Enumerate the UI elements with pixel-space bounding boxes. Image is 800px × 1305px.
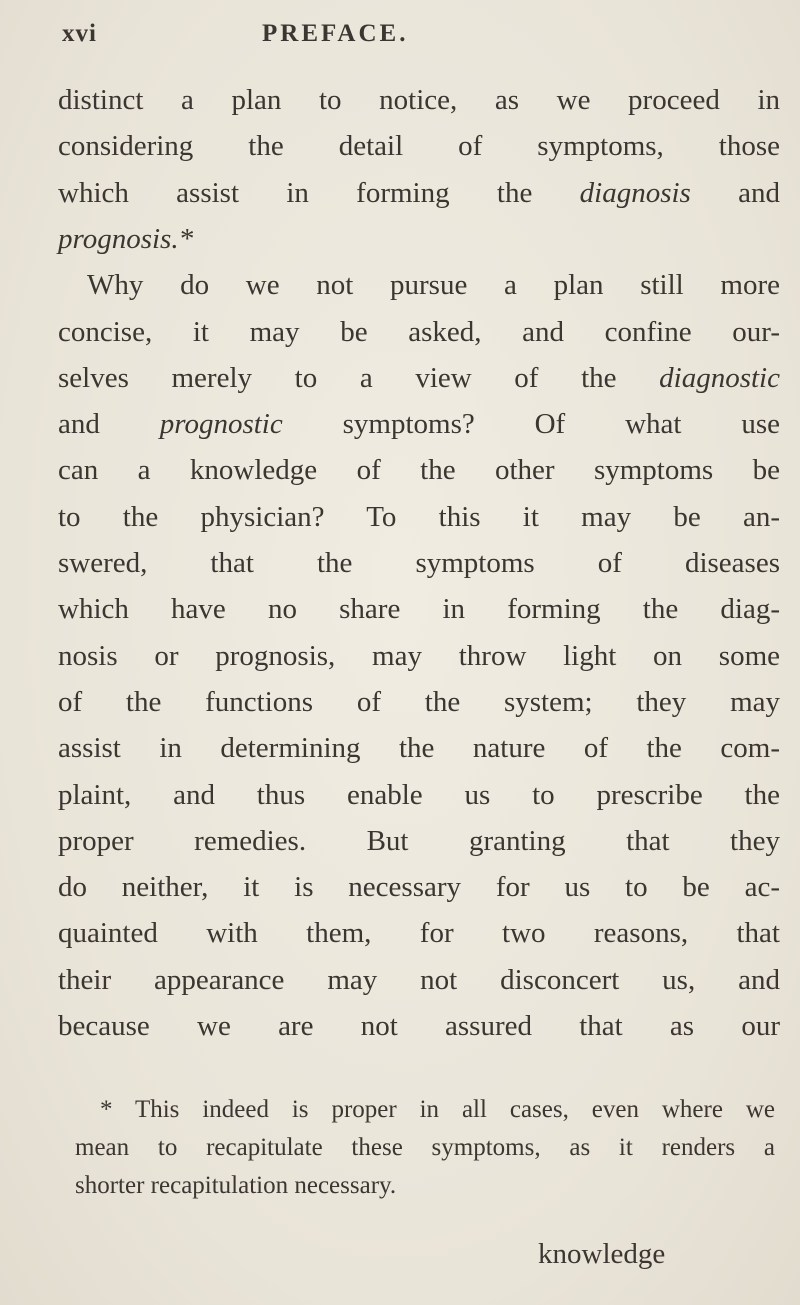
text-line (58, 684, 780, 720)
text-line (58, 314, 780, 350)
text-run: because we are not assured that as our (58, 1010, 780, 1042)
text-line (58, 360, 780, 396)
text-run: plaint, and thus enable us to prescribe the (58, 778, 780, 811)
text-line (58, 82, 780, 118)
text-line (58, 128, 780, 164)
text-line (58, 777, 780, 813)
footnote-line: mean to recapitulate these symptoms, as it renders a (75, 1134, 775, 1161)
text-line (58, 175, 780, 211)
text-run: distinct a plan to notice, as we proceed in (58, 84, 780, 116)
text-run: can a knowledge of the other symptoms be (58, 454, 780, 487)
page-number: xvi (62, 20, 97, 47)
text-run: their appearance may not disconcert us, and (58, 963, 780, 996)
text-run: and (58, 408, 160, 441)
italic-text: diagnostic (659, 361, 780, 394)
text-line (58, 638, 780, 674)
text-run: selves merely to a view of the (58, 361, 660, 394)
text-run: Why do we not pursue a plan still more (58, 269, 780, 302)
text-line (58, 545, 780, 581)
text-run: quainted with them, for two reasons, that (58, 917, 780, 950)
text-run: considering the detail of symptoms, those (58, 130, 780, 163)
text-run: swered, that the symptoms of diseases (58, 547, 780, 579)
text-line (58, 730, 780, 766)
text-run: proper remedies. But granting that they (58, 824, 780, 857)
text-line (58, 221, 780, 257)
text-line (58, 823, 780, 859)
footnote-line: * This indeed is proper in all cases, even where we (75, 1096, 775, 1123)
text-run: concise, it may be asked, and confine our- (58, 315, 780, 348)
footnote-line: shorter recapitulation necessary. (75, 1172, 397, 1199)
text-run: which have no share in forming the diag- (58, 593, 780, 626)
text-line (58, 499, 780, 535)
text-run: nosis or prognosis, may throw light on some (58, 639, 780, 672)
text-run: to the physician? To this it may be an- (58, 500, 780, 533)
text-run: symptoms? Of what use (282, 408, 780, 441)
text-run: which assist in forming the (58, 176, 580, 209)
running-head: PREFACE. (262, 20, 409, 47)
text-line (58, 452, 780, 488)
italic-text: prognosis.* (58, 222, 194, 255)
catchword: knowledge (538, 1238, 666, 1270)
text-run: do neither, it is necessary for us to be ac- (58, 871, 780, 904)
text-run: and (690, 176, 780, 209)
text-line (58, 962, 780, 998)
text-run: of the functions of the system; they may (58, 685, 780, 718)
text-line (58, 915, 780, 951)
italic-text: diagnosis (579, 176, 691, 209)
italic-text: prognostic (159, 408, 283, 441)
text-line (58, 1008, 780, 1044)
text-line (58, 591, 780, 627)
text-line (58, 267, 780, 303)
text-line (58, 406, 780, 442)
text-line (58, 869, 780, 905)
text-run: assist in determining the nature of the com- (58, 732, 780, 765)
